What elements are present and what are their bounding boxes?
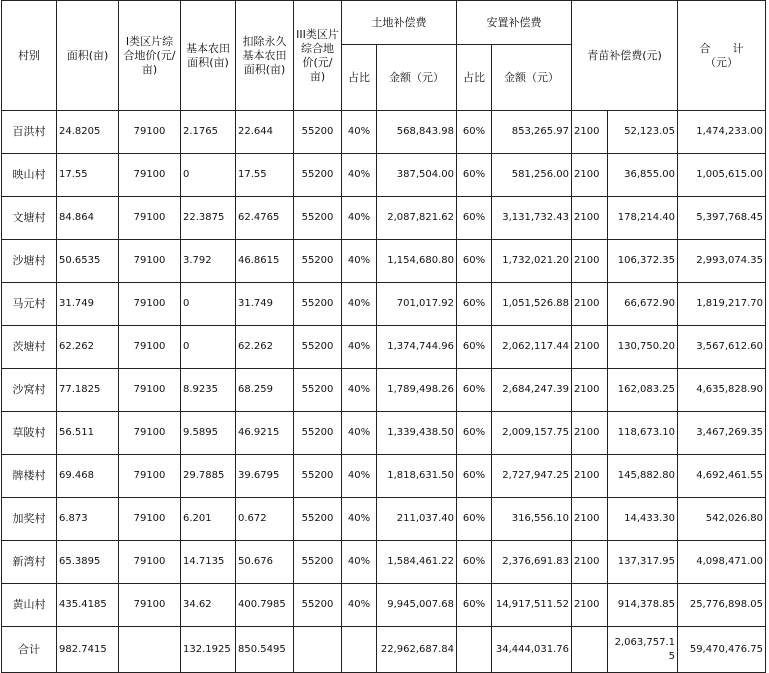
class3-price-cell: 55200 — [294, 154, 342, 197]
basic-farmland-cell: 0 — [181, 283, 236, 326]
seedling-rate-cell: 2100 — [572, 283, 608, 326]
resettle-ratio-cell: 60% — [457, 498, 492, 541]
table-row — [2, 154, 766, 197]
seedling-amount-cell: 130,750.20 — [608, 326, 678, 369]
seedling-rate-cell: 2100 — [572, 111, 608, 154]
totals-seedling-amount: 2,063,757.15 — [608, 627, 678, 673]
seedling-rate-cell: 2100 — [572, 240, 608, 283]
header-resettle-amount: 金额（元） — [492, 45, 572, 111]
area-cell: 77.1825 — [57, 369, 119, 412]
resettle-ratio-cell: 60% — [457, 584, 492, 627]
seedling-rate-cell: 2100 — [572, 455, 608, 498]
seedling-rate-cell: 2100 — [572, 541, 608, 584]
resettle-ratio-cell: 60% — [457, 111, 492, 154]
class3-price-cell: 55200 — [294, 498, 342, 541]
class3-price-cell: 55200 — [294, 455, 342, 498]
resettle-ratio-cell: 60% — [457, 240, 492, 283]
table-row — [2, 541, 766, 584]
resettle-amount-cell: 1,051,526.88 — [492, 283, 572, 326]
seedling-amount-cell: 145,882.80 — [608, 455, 678, 498]
area-cell: 17.55 — [57, 154, 119, 197]
area-cell: 69.468 — [57, 455, 119, 498]
table-row — [2, 326, 766, 369]
seedling-amount-cell: 52,123.05 — [608, 111, 678, 154]
deduct-area-cell: 46.8615 — [236, 240, 294, 283]
resettle-ratio-cell: 60% — [457, 283, 492, 326]
area-cell: 56.511 — [57, 412, 119, 455]
village-cell: 加奖村 — [2, 498, 57, 541]
seedling-rate-cell: 2100 — [572, 584, 608, 627]
resettle-amount-cell: 1,732,021.20 — [492, 240, 572, 283]
total-cell: 1,474,233.00 — [678, 111, 766, 154]
class3-price-cell: 55200 — [294, 326, 342, 369]
resettle-amount-cell: 2,376,691.83 — [492, 541, 572, 584]
totals-empty-3 — [342, 627, 377, 673]
village-cell: 沙塘村 — [2, 240, 57, 283]
seedling-amount-cell: 162,083.25 — [608, 369, 678, 412]
table-body — [2, 111, 766, 673]
total-cell: 25,776,898.05 — [678, 584, 766, 627]
resettle-ratio-cell: 60% — [457, 154, 492, 197]
class1-price-cell: 79100 — [119, 326, 181, 369]
seedling-rate-cell: 2100 — [572, 154, 608, 197]
header-land-amount: 金额（元） — [377, 45, 457, 111]
total-cell: 1,005,615.00 — [678, 154, 766, 197]
table-row — [2, 240, 766, 283]
resettle-ratio-cell: 60% — [457, 412, 492, 455]
table-row — [2, 584, 766, 627]
land-amount-cell: 1,374,744.96 — [377, 326, 457, 369]
totals-area: 982.7415 — [57, 627, 119, 673]
resettle-amount-cell: 3,131,732.43 — [492, 197, 572, 240]
land-amount-cell: 387,504.00 — [377, 154, 457, 197]
header-seedling-compensation: 青苗补偿费(元) — [572, 1, 678, 111]
class3-price-cell: 55200 — [294, 541, 342, 584]
total-cell: 3,467,269.35 — [678, 412, 766, 455]
village-cell: 新湾村 — [2, 541, 57, 584]
totals-empty-2 — [294, 627, 342, 673]
seedling-rate-cell: 2100 — [572, 498, 608, 541]
land-ratio-cell: 40% — [342, 197, 377, 240]
class1-price-cell: 79100 — [119, 541, 181, 584]
seedling-amount-cell: 106,372.35 — [608, 240, 678, 283]
land-amount-cell: 211,037.40 — [377, 498, 457, 541]
totals-resettle-amount: 34,444,031.76 — [492, 627, 572, 673]
area-cell: 6.873 — [57, 498, 119, 541]
basic-farmland-cell: 3.792 — [181, 240, 236, 283]
header-village: 村别 — [2, 1, 57, 111]
seedling-amount-cell: 36,855.00 — [608, 154, 678, 197]
land-ratio-cell: 40% — [342, 240, 377, 283]
resettle-amount-cell: 2,062,117.44 — [492, 326, 572, 369]
village-cell: 草陂村 — [2, 412, 57, 455]
area-cell: 31.749 — [57, 283, 119, 326]
resettle-amount-cell: 581,256.00 — [492, 154, 572, 197]
village-cell: 映山村 — [2, 154, 57, 197]
deduct-area-cell: 68.259 — [236, 369, 294, 412]
total-cell: 1,819,217.70 — [678, 283, 766, 326]
land-amount-cell: 701,017.92 — [377, 283, 457, 326]
header-deduct-area: 扣除永久基本农田面积(亩) — [236, 1, 294, 111]
deduct-area-cell: 22.644 — [236, 111, 294, 154]
area-cell: 435.4185 — [57, 584, 119, 627]
class3-price-cell: 55200 — [294, 283, 342, 326]
basic-farmland-cell: 22.3875 — [181, 197, 236, 240]
class1-price-cell: 79100 — [119, 111, 181, 154]
village-cell: 马元村 — [2, 283, 57, 326]
deduct-area-cell: 62.4765 — [236, 197, 294, 240]
resettle-amount-cell: 853,265.97 — [492, 111, 572, 154]
land-amount-cell: 1,789,498.26 — [377, 369, 457, 412]
header-class1-price: I类区片综合地价(元/亩) — [119, 1, 181, 111]
resettle-ratio-cell: 60% — [457, 197, 492, 240]
basic-farmland-cell: 14.7135 — [181, 541, 236, 584]
seedling-amount-cell: 14,433.30 — [608, 498, 678, 541]
seedling-amount-cell: 66,672.90 — [608, 283, 678, 326]
totals-empty-1 — [119, 627, 181, 673]
basic-farmland-cell: 29.7885 — [181, 455, 236, 498]
header-total: 合 计 （元） — [678, 1, 766, 111]
table-row — [2, 498, 766, 541]
totals-total: 59,470,476.75 — [678, 627, 766, 673]
basic-farmland-cell: 34.62 — [181, 584, 236, 627]
totals-basic-farmland: 132.1925 — [181, 627, 236, 673]
village-cell: 牌楼村 — [2, 455, 57, 498]
land-amount-cell: 1,154,680.80 — [377, 240, 457, 283]
class3-price-cell: 55200 — [294, 584, 342, 627]
class1-price-cell: 79100 — [119, 498, 181, 541]
header-resettlement-compensation: 安置补偿费 — [457, 1, 572, 45]
deduct-area-cell: 400.7985 — [236, 584, 294, 627]
table-row — [2, 283, 766, 326]
resettle-ratio-cell: 60% — [457, 326, 492, 369]
land-ratio-cell: 40% — [342, 154, 377, 197]
basic-farmland-cell: 6.201 — [181, 498, 236, 541]
resettle-amount-cell: 2,009,157.75 — [492, 412, 572, 455]
land-amount-cell: 1,818,631.50 — [377, 455, 457, 498]
class3-price-cell: 55200 — [294, 369, 342, 412]
basic-farmland-cell: 2.1765 — [181, 111, 236, 154]
table-row — [2, 369, 766, 412]
land-ratio-cell: 40% — [342, 283, 377, 326]
basic-farmland-cell: 8.9235 — [181, 369, 236, 412]
village-cell: 文塘村 — [2, 197, 57, 240]
basic-farmland-cell: 9.5895 — [181, 412, 236, 455]
totals-row — [2, 627, 766, 673]
area-cell: 50.6535 — [57, 240, 119, 283]
total-cell: 4,098,471.00 — [678, 541, 766, 584]
class1-price-cell: 79100 — [119, 197, 181, 240]
village-cell: 沙窝村 — [2, 369, 57, 412]
land-amount-cell: 1,584,461.22 — [377, 541, 457, 584]
header-row-1 — [2, 1, 766, 45]
deduct-area-cell: 0.672 — [236, 498, 294, 541]
totals-label: 合计 — [2, 627, 57, 673]
seedling-amount-cell: 178,214.40 — [608, 197, 678, 240]
total-cell: 542,026.80 — [678, 498, 766, 541]
seedling-amount-cell: 914,378.85 — [608, 584, 678, 627]
village-cell: 黄山村 — [2, 584, 57, 627]
area-cell: 65.3895 — [57, 541, 119, 584]
basic-farmland-cell: 0 — [181, 326, 236, 369]
deduct-area-cell: 31.749 — [236, 283, 294, 326]
class3-price-cell: 55200 — [294, 197, 342, 240]
land-amount-cell: 568,843.98 — [377, 111, 457, 154]
seedling-rate-cell: 2100 — [572, 197, 608, 240]
area-cell: 62.262 — [57, 326, 119, 369]
deduct-area-cell: 39.6795 — [236, 455, 294, 498]
land-ratio-cell: 40% — [342, 541, 377, 584]
header-land-ratio: 占比 — [342, 45, 377, 111]
land-ratio-cell: 40% — [342, 584, 377, 627]
village-cell: 茨塘村 — [2, 326, 57, 369]
land-ratio-cell: 40% — [342, 412, 377, 455]
header-basic-farmland: 基本农田面积(亩) — [181, 1, 236, 111]
total-cell: 3,567,612.60 — [678, 326, 766, 369]
table-row — [2, 197, 766, 240]
land-amount-cell: 1,339,438.50 — [377, 412, 457, 455]
class1-price-cell: 79100 — [119, 455, 181, 498]
class1-price-cell: 79100 — [119, 240, 181, 283]
table-row — [2, 111, 766, 154]
class1-price-cell: 79100 — [119, 154, 181, 197]
compensation-table — [1, 0, 766, 673]
total-cell: 2,993,074.35 — [678, 240, 766, 283]
resettle-ratio-cell: 60% — [457, 369, 492, 412]
area-cell: 84.864 — [57, 197, 119, 240]
class1-price-cell: 79100 — [119, 283, 181, 326]
totals-empty-4 — [457, 627, 492, 673]
total-cell: 4,635,828.90 — [678, 369, 766, 412]
deduct-area-cell: 62.262 — [236, 326, 294, 369]
header-land-compensation: 土地补偿费 — [342, 1, 457, 45]
totals-deduct-area: 850.5495 — [236, 627, 294, 673]
class1-price-cell: 79100 — [119, 412, 181, 455]
basic-farmland-cell: 0 — [181, 154, 236, 197]
class3-price-cell: 55200 — [294, 412, 342, 455]
header-class3-price: III类区片综合地价(元/亩) — [294, 1, 342, 111]
seedling-amount-cell: 137,317.95 — [608, 541, 678, 584]
land-ratio-cell: 40% — [342, 369, 377, 412]
land-ratio-cell: 40% — [342, 455, 377, 498]
land-ratio-cell: 40% — [342, 111, 377, 154]
land-ratio-cell: 40% — [342, 498, 377, 541]
total-cell: 4,692,461.55 — [678, 455, 766, 498]
totals-land-amount: 22,962,687.84 — [377, 627, 457, 673]
table-row — [2, 412, 766, 455]
header-area: 面积(亩) — [57, 1, 119, 111]
resettle-amount-cell: 2,727,947.25 — [492, 455, 572, 498]
header-resettle-ratio: 占比 — [457, 45, 492, 111]
class3-price-cell: 55200 — [294, 240, 342, 283]
resettle-amount-cell: 14,917,511.52 — [492, 584, 572, 627]
table-header — [2, 1, 766, 111]
resettle-ratio-cell: 60% — [457, 541, 492, 584]
village-cell: 百洪村 — [2, 111, 57, 154]
land-ratio-cell: 40% — [342, 326, 377, 369]
resettle-amount-cell: 2,684,247.39 — [492, 369, 572, 412]
table-row — [2, 455, 766, 498]
land-amount-cell: 2,087,821.62 — [377, 197, 457, 240]
seedling-amount-cell: 118,673.10 — [608, 412, 678, 455]
class3-price-cell: 55200 — [294, 111, 342, 154]
deduct-area-cell: 17.55 — [236, 154, 294, 197]
seedling-rate-cell: 2100 — [572, 326, 608, 369]
class1-price-cell: 79100 — [119, 584, 181, 627]
deduct-area-cell: 50.676 — [236, 541, 294, 584]
total-cell: 5,397,768.45 — [678, 197, 766, 240]
area-cell: 24.8205 — [57, 111, 119, 154]
totals-empty-5 — [572, 627, 608, 673]
resettle-ratio-cell: 60% — [457, 455, 492, 498]
deduct-area-cell: 46.9215 — [236, 412, 294, 455]
resettle-amount-cell: 316,556.10 — [492, 498, 572, 541]
land-amount-cell: 9,945,007.68 — [377, 584, 457, 627]
seedling-rate-cell: 2100 — [572, 369, 608, 412]
seedling-rate-cell: 2100 — [572, 412, 608, 455]
class1-price-cell: 79100 — [119, 369, 181, 412]
